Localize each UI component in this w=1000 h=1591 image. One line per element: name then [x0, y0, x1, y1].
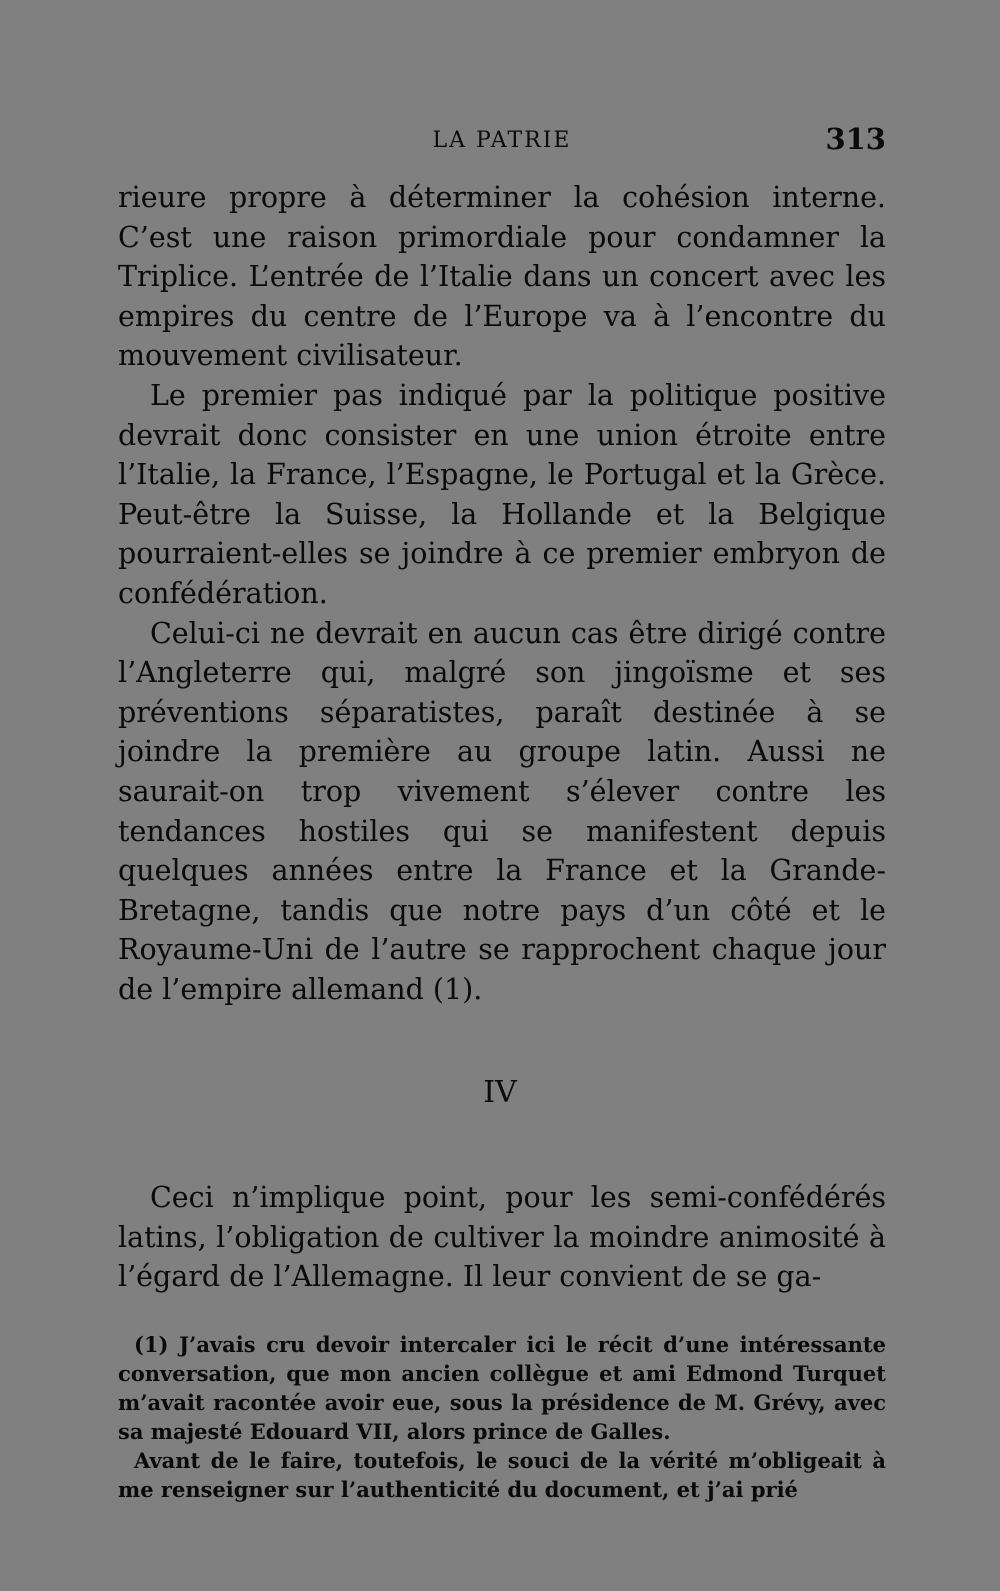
- page-number: 313: [825, 122, 886, 156]
- paragraph: Celui-ci ne devrait en aucun cas être dirigé contre l’Angleterre qui, malgré son jingoïsme et ses préventions séparatistes, paraît destinée à se joindre la première au groupe latin. Aussi ne saurait-on trop vivement s’élever contre les tendances hostiles qui se manifestent depuis quelques années entre la France et la Grande-Bretagne, tandis que notre pays d’un côté et le Royaume-Uni de l’autre se rapprochent chaque jour de l’empire allemand (1).: [118, 616, 886, 1006]
- page-header: [118, 118, 886, 158]
- paragraph-continued: rieure propre à déterminer la cohésion interne. C’est une raison primordiale pour condamner la Triplice. L’entrée de l’Italie dans un concert avec les empires du centre de l’Europe va à l’encontre du mouvement civilisateur.: [118, 181, 886, 373]
- section-text: [118, 1178, 886, 1297]
- section-heading: IV: [483, 1075, 517, 1110]
- footnote: (1) J’avais cru devoir intercaler ici le récit d’une intéressante conversation, que mon ancien collègue et ami Edmond Turquet m’avait racontée avoir eue, sous la présidence de M. Grévy, avec sa majesté Edouard VII, alors prince de Galles.: [118, 1332, 886, 1444]
- footnote-continuation: Avant de le faire, toutefois, le souci de la vérité m’obligeait à me renseigner sur l’authenticité du document, et j’ai prié: [118, 1448, 886, 1502]
- paragraph: Ceci n’implique point, pour les semi-confédérés latins, l’obligation de cultiver la moindre animosité à l’égard de l’Allemagne. Il leur convient de se ga-: [118, 1181, 886, 1294]
- running-title: LA PATRIE: [432, 128, 572, 153]
- paragraph: Le premier pas indiqué par la politique positive devrait donc consister en une union étroite entre l’Italie, la France, l’Espagne, le Portugal et la Grèce. Peut-être la Suisse, la Hollande et la Belgique pourraient-elles se joindre à ce premier embryon de confédération.: [118, 378, 886, 610]
- footnotes: [118, 1330, 886, 1504]
- main-text: [118, 178, 886, 1009]
